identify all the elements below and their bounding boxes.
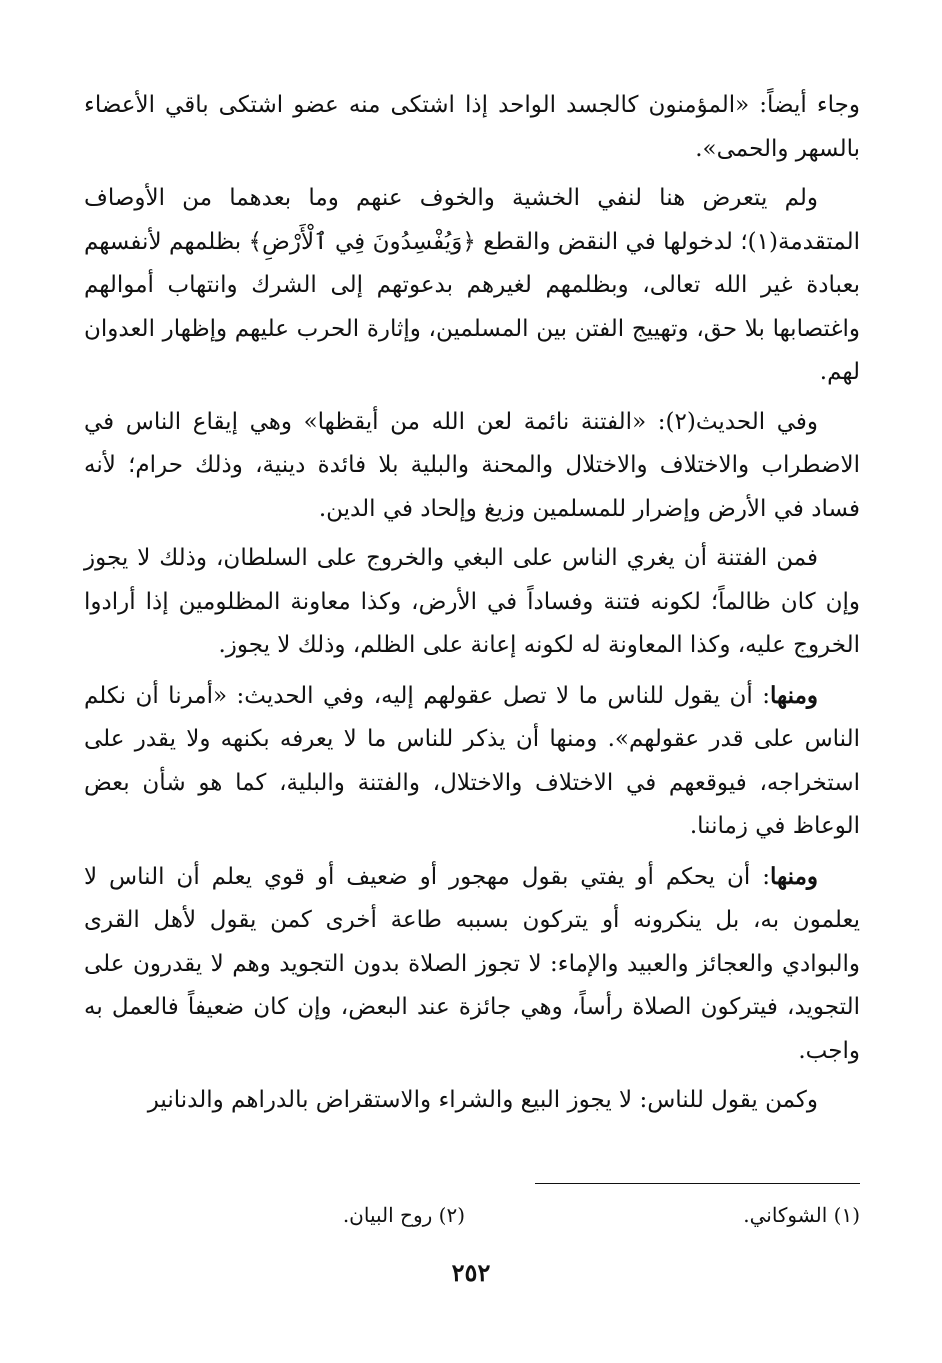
page-number: ٢٥٢ [451,1258,491,1287]
paragraph-3 [84,401,860,532]
paragraph-2 [84,177,860,395]
paragraph-lead-word: ومنها [770,681,818,709]
paragraph-5 [84,674,860,849]
paragraph-lead-word: ومنها [770,862,818,890]
paragraph-1 [84,84,860,171]
footnote-text: الشوكاني. [743,1203,828,1227]
paragraph-text: فمن الفتنة أن يغري الناس على البغي والخروج على السلطان، وذلك لا يجوز وإن كان ظالماً؛ لكونه فتنة وفساداً في الأرض، وكذا معاونة المظلومين إذا أرادوا الخروج عليه، وكذا المعاونة له لكونه إعانة على الظلم، وذلك لا يجوز. [84,545,860,658]
paragraph-text: وفي الحديث(٢): «الفتنة نائمة لعن الله من أيقظها» وهي إيقاع الناس في الاضطراب والاختلاف والاختلال والمحنة والبلية بلا فائدة دينية، وذلك حرام؛ لأنه فساد في الأرض وإضرار للمسلمين وزيغ وإلحاد في الدين. [84,408,860,522]
footnote-marker: (٢) [438,1203,465,1227]
main-text [84,84,860,1129]
paragraph-6 [84,855,860,1074]
footnote-marker: (١) [833,1203,860,1227]
paragraph-text: ولم يتعرض هنا لنفي الخشية والخوف عنهم وما بعدهما من الأوصاف المتقدمة(١)؛ لدخولها في النقض والقطع ﴿وَيُفْسِدُونَ فِي ٱلْأَرْضِ﴾ بظلمهم لأنفسهم بعبادة غير الله تعالى، وبظلمهم لغيرهم بدعوتهم إلى الشرك وانتهاب أموالهم واغتصابها بلا حق، وتهييج الفتن بين المسلمين، وإثارة الحرب عليهم وإظهار العدوان لهم. [84,185,860,385]
footnote-1 [743,1200,860,1230]
paragraph-7 [84,1079,860,1123]
footnote-2 [343,1200,465,1230]
paragraph-text: وجاء أيضاً: «المؤمنون كالجسد الواحد إذا اشتكى منه عضو اشتكى باقي الأعضاء بالسهر والحمى». [84,92,860,162]
footnotes [84,1200,860,1232]
paragraph-text: : أن يقول للناس ما لا تصل عقولهم إليه، وفي الحديث: «أمرنا أن نكلم الناس على قدر عقولهم». ومنها أن يذكر للناس ما لا يعرفه بكنهه ولا يقدر على استخراجه، فيوقعهم في الاختلاف والاختلال، والفتنة والبلية، كما هو شأن بعض الوعاظ في زماننا. [84,682,860,839]
paragraph-text: : أن يحكم أو يفتي بقول مهجور أو ضعيف أو قوي يعلم أن الناس لا يعلمون به، بل ينكرونه أو يتركون بسببه طاعة أخرى كمن يقول لأهل القرى والبوادي والعجائز والعبيد والإماء: لا تجوز الصلاة بدون التجويد وهم لا يقدرون على التجويد، فيتركون الصلاة رأساً، وهي جائزة عند البعض، وإن كان ضعيفاً فالعمل به واجب. [84,863,860,1064]
paragraph-text: وكمن يقول للناس: لا يجوز البيع والشراء والاستقراض بالدراهم والدنانير [147,1087,818,1113]
paragraph-4 [84,537,860,668]
footnote-text: روح البيان. [342,1203,433,1227]
footnote-divider [535,1183,860,1184]
